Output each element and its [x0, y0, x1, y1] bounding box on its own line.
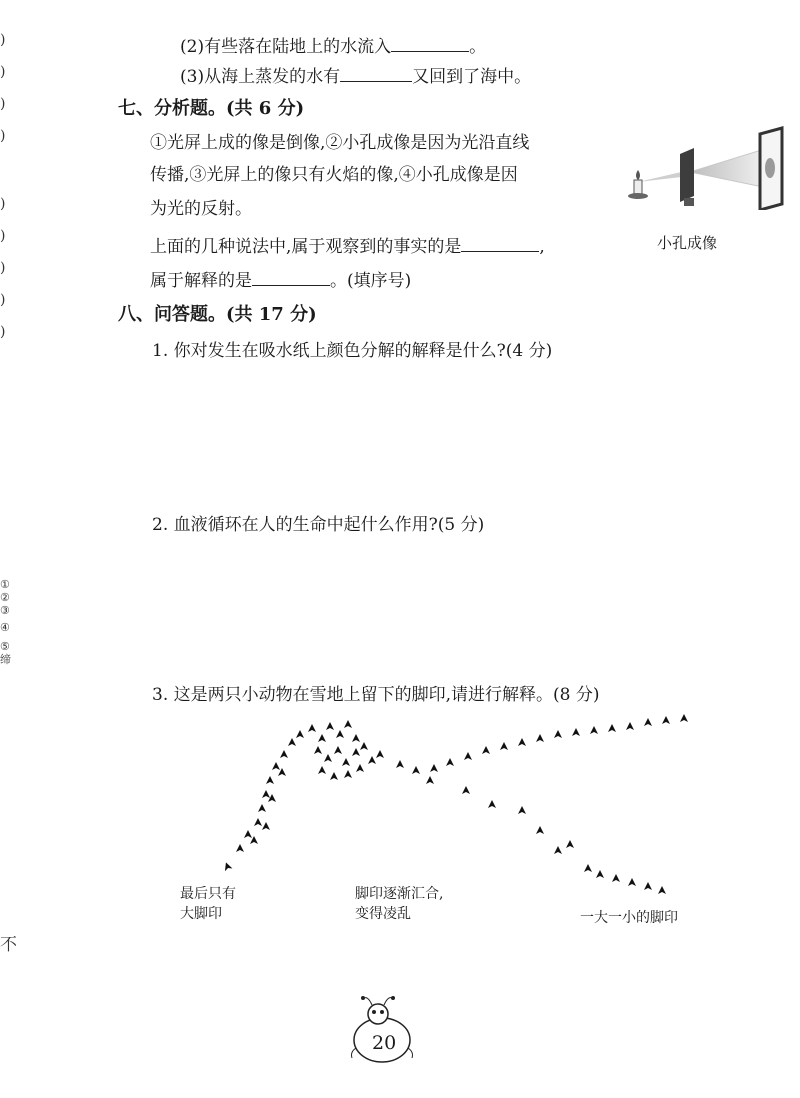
footprints-left-climb	[222, 730, 304, 871]
answer-area-1[interactable]	[150, 362, 750, 502]
footprint-label-left: 最后只有 大脚印	[180, 886, 236, 922]
pinhole-board	[680, 148, 694, 202]
answer-blank-explanations[interactable]	[252, 269, 330, 286]
footprints-merged-cluster	[308, 720, 384, 780]
question-1: 1. 你对发生在吸水纸上颜色分解的解释是什么?(4 分)	[152, 341, 553, 361]
light-cone	[690, 148, 768, 188]
section-7-question: 上面的几种说法中,属于观察到的事实的是 ,	[150, 237, 545, 257]
section-7-heading: 七、分析题。(共 6 分)	[118, 98, 305, 119]
answer-area-2[interactable]	[150, 536, 750, 666]
question-3: 3. 这是两只小动物在雪地上留下的脚印,请进行解释。(8 分)	[152, 685, 600, 705]
figure-caption: 小孔成像	[657, 234, 718, 252]
answer-blank[interactable]	[340, 65, 412, 82]
section-8-heading: 八、问答题。(共 17 分)	[118, 304, 317, 325]
q6-3-line: (3)从海上蒸发的水有 又回到了海中。	[180, 67, 532, 87]
section-7-statement: 传播,③光屏上的像只有火焰的像,④小孔成像是因	[150, 165, 518, 185]
inverted-image	[765, 158, 775, 178]
footprints-illustration	[0, 700, 800, 900]
footprint-label-middle: 脚印逐渐汇合, 变得凌乱	[355, 886, 444, 922]
q6-2-line: (2)有些落在陆地上的水流入 。	[180, 37, 487, 57]
answer-blank[interactable]	[391, 35, 469, 52]
page-number: 20	[372, 1032, 397, 1054]
section-7-question: 属于解释的是 。(填序号)	[150, 271, 412, 291]
answer-blank-facts[interactable]	[461, 235, 539, 252]
left-edge-circled-list: ① ② ③ ④ ⑤ 缔	[0, 578, 11, 666]
pinhole-camera-illustration	[620, 120, 800, 210]
left-edge-char: 不	[0, 935, 17, 955]
footprint-label-right: 一大一小的脚印	[580, 910, 678, 926]
section-7-statement: 为光的反射。	[150, 199, 252, 219]
section-7-statement: ①光屏上成的像是倒像,②小孔成像是因为光沿直线	[150, 133, 530, 153]
flame-icon	[636, 170, 640, 180]
question-2: 2. 血液循环在人的生命中起什么作用?(5 分)	[152, 515, 485, 535]
footprints-right-lower-track	[426, 776, 666, 894]
footprints-right-upper-track	[396, 714, 688, 774]
